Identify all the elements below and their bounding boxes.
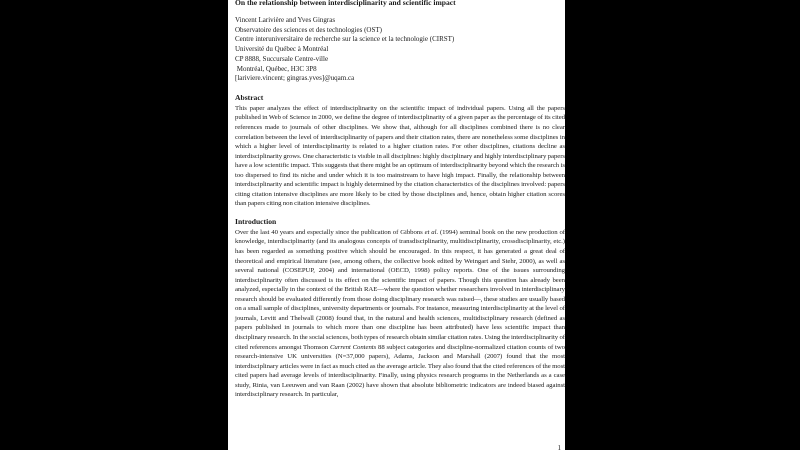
author-block: [235, 16, 565, 84]
intro-text-segment: Over the last 40 years and especially since the publication of Gibbons: [235, 228, 425, 236]
page-number: 1: [557, 444, 561, 450]
intro-text-segment: (1994) seminal book on the new production of knowledge, interdisciplinarity (and its analogous concepts of transdisciplinarity, multidisciplinarity, crossdisciplinarity, etc.) has been regarded as something positive which should be encouraged. In this respect, it has generated a great deal of theoretical and empirical literature (see, among others, the collective book edited by Weingart and Stehr, 2000), as well as several national (COSEPUP, 2004) and international (OECD, 1998) policy reports. One of the issues surrounding interdisciplinarity often discussed is its effect on the scientific impact of papers. Though this question has already been analyzed, especially in the context of the British RAE—where the question whether researchers involved in interdisciplinary research should be evaluated differently from those doing disciplinary research was raised—, these studies are usually based on a small sample of disciplines, university departments or journals. For instance, measuring interdisciplinarity at the level of journals, Levitt and Thelwall (2008) found that, in the natural and health sciences, multidisciplinary research (defined as papers published in journals to which more than one discipline has been attributed) have less scientific impact than disciplinary research. In the social sciences, both types of research obtain similar citation rates. Using the interdisciplinarity of cited references amongst Thomson: [235, 228, 565, 351]
affiliation-line: Observatoire des sciences et des technologies (OST): [235, 25, 382, 34]
author-emails: [lariviere.vincent; gingras.yves]@uqam.ca: [235, 74, 355, 83]
abstract-text: This paper analyzes the effect of interdisciplinarity on the scientific impact of individual papers. Using all the papers published in Web of Science in 2000, we define the degree of interdisciplinarity of a given paper as the percentage of its cited references made to journals of other disciplines. We show that, although for all disciplines combined there is no clear correlation between the level of interdisciplinarity of papers and their citation rates, there are nonetheless some disciplines in which a higher level of interdisciplinarity is related to a higher citation rates. For other disciplines, citations decline as interdisciplinarity grows. One characteristic is visible in all disciplines: highly disciplinary and highly interdisciplinary papers have a low scientific impact. This suggests that there might be an optimum of interdisciplinarity beyond which the research is too dispersed to find its niche and under which it is too mainstream to have high impact. Finally, the relationship between interdisciplinarity and scientific impact is highly determined by the citation characteristics of the disciplines involved: papers citing citation intensive disciplines are more likely to be cited by those disciplines and, hence, obtain higher citation scores than papers citing non citation intensive disciplines.: [235, 104, 565, 208]
introduction-text: [235, 228, 565, 400]
intro-italic-etal: et al.: [424, 228, 439, 236]
author-names: Vincent Larivière and Yves Gingras: [235, 16, 336, 24]
abstract-heading: Abstract: [235, 92, 264, 102]
intro-text-segment: 88 subject categories and discipline-normalized citation counts of two research-intensive UK universities (N=37,000 papers), Adams, Jackson and Marshall (2007) found that the most interdisciplinary articles were in fact as much cited as the average article. They also found that the cited references of the most cited papers had average levels of interdisciplinarity. Finally, using physics research programs in the Netherlands as a case study, Rinia, van Leeuwen and van Raan (2002) have shown that absolute bibliometric indicators are indeed biased against interdisciplinary research. In particular,: [235, 343, 565, 399]
affiliation-line: Montréal, Québec, H3C 3P8: [235, 64, 317, 73]
page-content: [235, 0, 565, 400]
affiliation-line: Centre interuniversitaire de recherche sur la science et la technologie (CIRST): [235, 35, 455, 44]
paper-title: On the relationship between interdisciplinarity and scientific impact: [235, 0, 456, 7]
introduction-heading: Introduction: [235, 216, 277, 226]
intro-italic-current-contents: Current Contents: [329, 343, 377, 351]
affiliation-line: CP 8888, Succursale Centre-ville: [235, 54, 329, 63]
document-page: [228, 0, 565, 450]
affiliation-line: Université du Québec à Montréal: [235, 45, 329, 54]
